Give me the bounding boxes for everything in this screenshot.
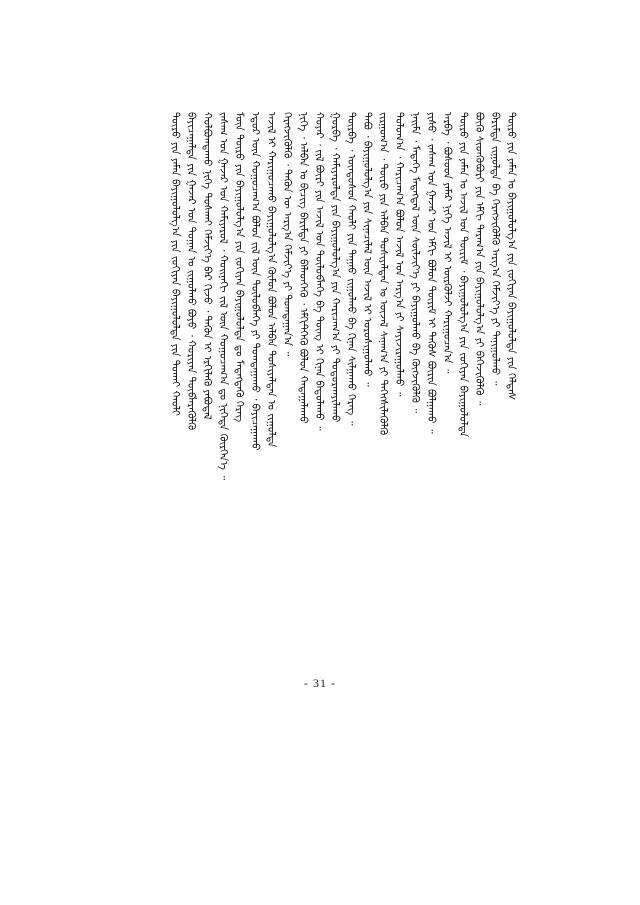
text-column: ᠬᠡᠷᠡᠭᠵᠢᠭᠦᠯᠬᠦ ᠂ ᠲᠡᠭᠦᠨ ᠦ ᠠᠷᠭ᠎ᠠ ᠬᠡᠮᠵᠢᠶ᠎ᠡ ᠶᠢ ᠲᠣᠭᠲᠠᠭᠠᠨ᠎ᠠ ᠃ [281, 112, 293, 357]
text-column: ᠶᠢᠰᠦ ᠂ ᠵᠠᠰᠠᠭ ᠤᠨ ᠭᠠᠵᠠᠷ ᠤᠨ ᠡᠮᠬᠢ ᠪᠤᠯᠤᠨ ᠳᠦᠷᠢᠮ ᠢ ᠲᠡᠭᠦᠰ ᠪᠦᠷᠢᠨ ᠪᠣᠯᠭᠠᠬᠤ ᠃ [425, 112, 437, 434]
text-column: ᠬᠣᠶᠠᠷ ᠂ ᠵᠢᠯ ᠪᠦᠷᠢ ᠶᠢᠨ ᠠᠵᠢᠯ ᠤᠨ ᠲᠥᠯᠥᠪᠯᠡᠭᠡ ᠪᠠ ᠳᠦᠩ ᠢ ᠬᠢᠨᠠᠨ ᠪᠠᠲᠤᠯᠠᠬᠤ ᠃ [313, 112, 325, 431]
text-column: ᠭᠤᠷᠪᠠ ᠂ ᠬᠠᠮᠢᠶᠠᠷᠤᠯᠲᠠ ᠶᠢᠨ ᠪᠠᠶᠢᠭᠤᠯᠤᠯᠭ᠎ᠠ ᠶᠢᠨ ᠬᠠᠷᠢᠴᠠᠭ᠎ᠠ ᠶᠢ ᠲᠣᠳᠣᠷᠬᠠᠶᠢᠯᠠᠬᠤ [329, 112, 341, 423]
text-column: ᠪᠠᠶᠢᠴᠠᠭᠠᠯᠲᠠ ᠶᠢᠨ ᠭᠠᠵᠠᠷ ᠤᠨ ᠲᠤᠭᠠᠨ ᠤ ᠵᠢᠭᠤᠯᠬᠤ ᠪᠤᠶᠤ ᠂ ᠬᠤᠷᠢᠶᠠᠨ ᠲᠥᠪᠯᠡᠷᠡᠭᠦᠯᠬᠦ [185, 112, 197, 431]
text-column: ᠵᠢᠷᠭᠤᠭ᠎ᠠ ᠂ ᠲᠥᠷᠦ ᠶᠢᠨ ᠠᠯᠪᠠᠨ ᠲᠤᠰᠢᠶᠠᠯᠲᠠᠨ ᠤ ᠦᠵᠡᠯ ᠰᠠᠨᠠᠭ᠎ᠠ ᠶᠢ ᠳᠡᠭᠡᠭᠰᠢᠯᠡᠭᠦᠯᠬᠦ [377, 112, 389, 436]
text-column: ᠲᠥᠷᠦ ᠶᠢᠨ ᠶᠠᠮᠠᠨ ᠤ ᠠᠵᠢᠯ ᠤᠨ ᠳᠦᠷᠢᠮ ᠂ ᠪᠠᠶᠢᠭᠤᠯᠤᠯᠭ᠎ᠠ ᠶᠢᠨ ᠵᠤᠬᠢᠶᠠᠨ ᠪᠠᠶᠢᠭᠤᠯᠤᠯᠲᠠ [457, 112, 469, 437]
text-column: ᠲᠥᠷᠦ ᠶᠢᠨ ᠶᠠᠮᠠᠨ ᠤ ᠪᠠᠶᠢᠭᠤᠯᠤᠯᠭ᠎ᠠ ᠶᠢᠨ ᠵᠤᠬᠢᠶᠠᠨ ᠪᠠᠶᠢᠭᠤᠯᠤᠯᠲᠠ ᠶᠢᠨ ᠬᠡᠯᠲᠡᠰ [505, 112, 517, 401]
text-column: ᠳᠥᠷᠪᠡ ᠂ ᠦᠨᠳᠦᠰᠦᠨ ᠬᠠᠤᠯᠢ ᠶᠢᠨ ᠳᠠᠭᠠᠤ ᠵᠢᠭᠤᠯᠬᠤ ᠪᠠ ᠬᠢᠨᠠᠨ ᠰᠢᠯᠭᠠᠬᠤ ᠬᠡᠷᠡᠭ ᠃ [345, 112, 357, 426]
text-column: ᠡᠳᠦᠷ ᠦᠨ ᠬᠤᠭᠤᠴᠠᠭ᠎ᠠ ᠪᠤᠯᠤᠨ ᠵᠢᠯ ᠦᠨ ᠲᠥᠯᠥᠪᠯᠡᠭᠡ ᠶᠢ ᠲᠤᠭᠲᠠᠭᠠᠬᠤ ᠂ ᠪᠠᠶᠢᠴᠠᠭᠠᠬᠤ [249, 112, 261, 451]
text-column: ᠮᠥᠨ ᠲᠥᠷᠦ ᠶᠢᠨ ᠪᠠᠶᠢᠭᠤᠯᠤᠯᠭ᠎ᠠ ᠶᠢᠨ ᠵᠤᠬᠢᠶᠠᠨ ᠪᠠᠶᠢᠭᠤᠯᠤᠯᠲᠠ ᠳᠤ ᠮᠡᠳᠡᠭᠳᠡᠬᠦ ᠬᠡᠷᠡᠭ [233, 112, 245, 423]
text-column: ᠠᠷᠪᠠ ᠂ ᠪᠤᠰᠤᠳ ᠶᠠᠮᠠᠷ ᠨᠢᠭᠡ ᠠᠵᠢᠯ ᠢ ᠦᠷᠭᠦᠯᠵᠢ ᠬᠠᠷᠢᠭᠤᠴᠠᠨ᠎ᠠ ᠃ [441, 112, 453, 374]
page-number: - 31 - [304, 676, 336, 690]
text-column: ᠬᠤᠯᠪᠤᠭᠳᠠᠬᠤ ᠨᠢᠭᠡ ᠲᠤᠰᠬᠠᠢ ᠬᠡᠮᠵᠢᠶ᠎ᠡ ᠪᠡᠷ ᠬᠢᠵᠦ ᠂ ᠲᠡᠭᠦᠨ ᠢ ᠡᠷᠬᠢᠯᠡᠬᠦ ᠶᠠᠪᠤᠳᠠᠯ [201, 112, 213, 420]
text-column: ᠨᠠᠢᠮᠠ ᠂ ᠮᠡᠳᠡᠭᠡ ᠮᠡᠳᠡᠭᠳᠡᠯ ᠦᠨ ᠰᠦᠯᠵᠢᠶ᠎ᠡ ᠶᠢ ᠪᠠᠶᠢᠭᠤᠯᠬᠤ ᠪᠠ ᠬᠥᠭᠵᠢᠭᠦᠯᠬᠦ ᠃ [409, 112, 421, 414]
text-column: ᠳᠣᠯᠣᠭ᠎ᠠ ᠂ ᠬᠠᠷᠢᠴᠠᠭ᠎ᠠ ᠪᠤᠯᠤᠨ ᠠᠵᠢᠯ ᠤᠨ ᠠᠷᠭ᠎ᠠ ᠶᠢ ᠰᠠᠶᠢᠵᠢᠷᠠᠭᠤᠯᠬᠤ ᠃ [393, 112, 405, 397]
text-column: ᠠᠵᠢᠯ ᠢ ᠬᠠᠷᠢᠭᠤᠴᠠᠬᠤ ᠪᠠᠶᠢᠭᠤᠯᠤᠯᠭ᠎ᠠ ᠬᠦᠮᠦᠨ ᠪᠤᠯᠤᠨ ᠠᠯᠪᠠᠨ ᠲᠤᠰᠢᠶᠠᠯᠲᠠᠨ ᠤ ᠵᠢᠭᠤᠯᠲᠠ [265, 112, 277, 448]
text-column: ᠲᠦᠷᠦ ᠶᠢᠨ ᠶᠠᠮᠠᠨ ᠪᠠᠶᠢᠭᠤᠯᠤᠯᠭ᠎ᠠ ᠶᠢᠨ ᠵᠤᠬᠢᠶᠠᠨ ᠪᠠᠶᠢᠭᠤᠯᠤᠯᠲᠠ ᠶᠢᠨ ᠲᠤᠬᠠᠢ ᠬᠠᠤᠯᠢ [169, 112, 181, 416]
text-column: ᠪᠠᠷᠢᠮᠲᠠ ᠵᠢᠭᠤᠯᠲᠠ ᠪᠠ ᠬᠡᠷᠡᠭᠵᠢᠭᠦᠯᠬᠦ ᠠᠷᠭ᠎ᠠ ᠬᠡᠮᠵᠢᠶ᠎ᠡ ᠶᠢ ᠲᠠᠨᠢᠭᠤᠯᠬᠤ ᠃ [489, 112, 501, 386]
text-column: ᠵᠠᠰᠠᠭ ᠤᠨ ᠭᠠᠵᠠᠷ ᠤᠨ ᠬᠠᠮᠢᠶᠠᠷᠤᠯ ᠂ ᠬᠤᠢᠨᠠᠬᠢ ᠵᠢᠯ ᠦᠨ ᠬᠤᠭᠤᠴᠠᠭ᠎ᠠ ᠳᠤ ᠨᠢᠭᠡᠲᠡ ᠬᠦᠷᠭᠡᠨ᠎ᠡ ᠃ [217, 112, 229, 481]
text-column: ᠲᠠᠪᠤ ᠂ ᠪᠠᠶᠢᠭᠤᠯᠤᠯᠭ᠎ᠠ ᠶᠢᠨ ᠰᠢᠨᠡᠴᠢᠯᠡᠯ ᠦᠨ ᠠᠵᠢᠯ ᠢ ᠤᠷᠤᠰᠢᠭᠤᠯᠬᠤ ᠃ [361, 112, 373, 387]
vertical-text-block [168, 112, 538, 652]
text-column: ᠨᠢᠭᠡ ᠂ ᠠᠯᠪᠠᠨ ᠤ ᠪᠢᠴᠢᠭ ᠪᠠᠷᠢᠮᠲᠠ ᠶᠢ ᠪᠡᠯᠡᠳᠬᠡᠬᠦ ᠂ ᠡᠮᠬᠢᠲᠬᠡᠬᠦ ᠪᠤᠯᠤᠨ ᠬᠠᠳᠠᠭᠠᠯᠠᠬᠤ [297, 112, 309, 424]
text-column: ᠪᠦᠬᠦ ᠰᠢᠳᠬᠦᠪᠦᠷᠢ ᠶᠢᠨ ᠡᠮᠬᠢ ᠳᠠᠷᠠᠭ᠎ᠠ ᠶᠢᠨ ᠪᠠᠶᠢᠭᠤᠯᠤᠯᠭ᠎ᠠ ᠶᠢ ᠪᠡᠬᠡᠵᠢᠭᠦᠯᠬᠦ ᠃ [473, 112, 485, 406]
